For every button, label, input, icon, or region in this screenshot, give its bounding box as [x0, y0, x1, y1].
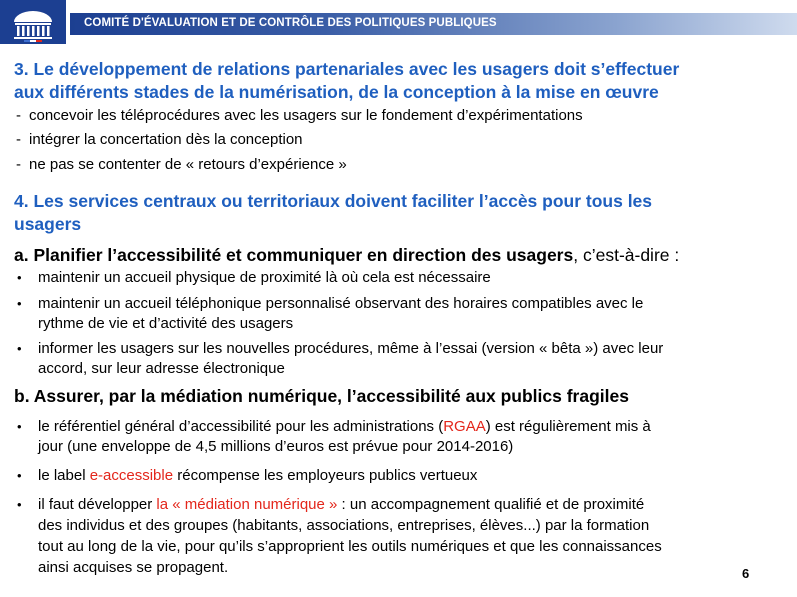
section4-heading-line2: usagers — [14, 214, 82, 234]
section3-heading-line1: 3. Le développement de relations partenariales avec les usagers doit s’effectuer — [14, 59, 680, 79]
section3-item-2: intégrer la concertation dès la conception — [29, 131, 303, 148]
sub-b-item-3-pre: il faut développer — [38, 496, 157, 513]
e-accessible-highlight: e-accessible — [89, 467, 174, 484]
sub-a-item-2-line1: maintenir un accueil téléphonique personnalisé observant des horaires compatibles avec le — [38, 295, 644, 312]
dash-marker: - — [16, 107, 21, 124]
sub-b-item-2 — [38, 466, 477, 486]
mediation-highlight: la « médiation numérique » — [156, 496, 338, 513]
sub-b-item-1-pre: le référentiel général d’accessibilité pour les administrations ( — [38, 418, 444, 435]
dash-marker: - — [16, 131, 21, 148]
sub-b-item-1-line1 — [38, 417, 651, 437]
sub-b-item-3-line4: ainsi acquises se propagent. — [38, 559, 229, 576]
subheading-a — [14, 244, 679, 266]
section3-item-3: ne pas se contenter de « retours d’expérience » — [29, 156, 347, 173]
sub-b-item-3-post: : un accompagnement qualifié et de proximité — [337, 496, 645, 513]
page-number: 6 — [742, 566, 750, 581]
section4-heading-line1: 4. Les services centraux ou territoriaux doivent faciliter l’accès pour tous les — [14, 191, 653, 211]
sub-a-item-1: maintenir un accueil physique de proximité là où cela est nécessaire — [38, 269, 491, 286]
bullet-marker: • — [17, 296, 22, 311]
bullet-marker: • — [17, 419, 22, 434]
sub-b-item-3-line2: des individus et des groupes (habitants, associations, entreprises, élèves...) par la formation — [38, 517, 650, 534]
sub-b-item-1-post: ) est régulièrement mis à — [485, 418, 651, 435]
section3-item-1: concevoir les téléprocédures avec les usagers sur le fondement d’expérimentations — [29, 107, 583, 124]
sub-a-item-3-line2: accord, sur leur adresse électronique — [38, 360, 285, 377]
rgaa-highlight: RGAA — [443, 418, 486, 435]
subheading-a-bold: a. Planifier l’accessibilité et communiquer en direction des usagers — [14, 245, 574, 265]
sub-b-item-3-line3: tout au long de la vie, pour qu’ils s’approprient les outils numériques et que les connaissances — [38, 538, 662, 555]
bullet-marker: • — [17, 468, 22, 483]
sub-b-item-1-line2: jour (une enveloppe de 4,5 millions d’euros est prévue pour 2014-2016) — [38, 438, 514, 455]
subheading-a-rest: , c’est-à-dire : — [573, 245, 680, 265]
bullet-marker: • — [17, 341, 22, 356]
dash-marker: - — [16, 156, 21, 173]
subheading-b: b. Assurer, par la médiation numérique, l’accessibilité aux publics fragiles — [14, 386, 629, 406]
sub-b-item-2-post: récompense les employeurs publics vertueux — [173, 467, 478, 484]
sub-a-item-2-line2: rythme de vie et d’activité des usagers — [38, 315, 294, 332]
bullet-marker: • — [17, 270, 22, 285]
sub-b-item-2-pre: le label — [38, 467, 90, 484]
bullet-marker: • — [17, 497, 22, 512]
header-title: COMITÉ D'ÉVALUATION ET DE CONTRÔLE DES POLITIQUES PUBLIQUES — [84, 17, 497, 29]
sub-a-item-3-line1: informer les usagers sur les nouvelles procédures, même à l’essai (version « bêta ») avec leur — [38, 340, 664, 357]
section3-heading-line2: aux différents stades de la numérisation, de la conception à la mise en œuvre — [14, 82, 659, 102]
sub-b-item-3-line1 — [38, 495, 644, 515]
